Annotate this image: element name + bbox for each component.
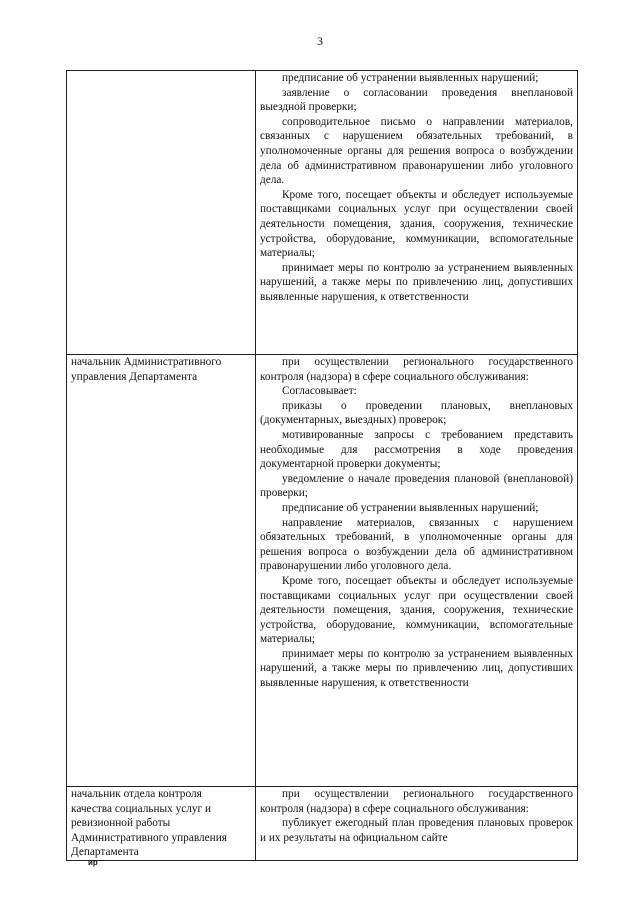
table-row	[67, 71, 578, 355]
duties-cell	[256, 787, 578, 861]
role-cell	[67, 71, 256, 355]
duty-paragraph: при осуществлении регионального государственного контроля (надзора) в сфере социального обслуживания:	[260, 788, 573, 815]
role-title-line: ревизионной работы	[71, 817, 171, 830]
role-title-line: начальник отдела контроля	[71, 788, 202, 800]
responsibilities-table	[66, 70, 578, 861]
footer-mark: ир	[88, 858, 98, 867]
role-title-line: управления Департамента	[71, 370, 198, 383]
duty-paragraph: при осуществлении регионального государственного контроля (надзора) в сфере социального обслуживания:	[260, 356, 573, 383]
role-cell	[67, 355, 256, 787]
duty-paragraph: принимает меры по контролю за устранением выявленных нарушений, а также меры по привлечению лиц, допустивших выявленные нарушения, к ответственности	[260, 647, 573, 690]
duty-paragraph: приказы о проведении плановых, внеплановых (документарных, выездных) проверок;	[260, 399, 573, 427]
duty-paragraph: предписание об устранении выявленных нарушений;	[282, 501, 539, 514]
duty-paragraph: публикует ежегодный план проведения плановых проверок и их результаты на официальном сайте	[260, 817, 573, 844]
table-row	[67, 787, 578, 861]
duty-paragraph: сопроводительное письмо о направлении материалов, связанных с нарушением обязательных требований, в уполномоченные органы для решения вопроса о возбуждении дела об административном правонарушении либо уголовного дела.	[260, 115, 573, 187]
duties-cell	[256, 71, 578, 355]
role-title-line: начальник Административного	[71, 356, 222, 368]
duty-paragraph: мотивированные запросы с требованием представить необходимые для рассмотрения в ходе проведения документарной проверки документы;	[260, 428, 573, 471]
duty-paragraph: Кроме того, посещает объекты и обследует используемые поставщиками социальных услуг при осуществлении своей деятельности помещения, здания, сооружения, технические устройства, оборудование, коммуникации, вспомогательные материалы;	[260, 574, 573, 646]
role-cell	[67, 787, 256, 861]
role-title-line: Департамента	[71, 846, 139, 859]
duty-paragraph: направление материалов, связанных с нарушением обязательных требований, в уполномоченные органы для решения вопроса о возбуждении дела об административном правонарушении либо уголовного дела.	[260, 516, 573, 573]
duty-paragraph: Согласовывает:	[282, 385, 357, 398]
duties-cell	[256, 355, 578, 787]
table-row	[67, 355, 578, 787]
role-title-line: качества социальных услуг и	[71, 802, 212, 815]
page-number: 3	[317, 34, 323, 48]
duty-paragraph: уведомление о начале проведения плановой (внеплановой) проверки;	[260, 472, 573, 500]
duty-paragraph: заявление о согласовании проведения внеплановой выездной проверки;	[260, 86, 573, 114]
duty-paragraph: предписание об устранении выявленных нарушений;	[282, 72, 539, 84]
duty-paragraph: Кроме того, посещает объекты и обследует используемые поставщиками социальных услуг при осуществлении своей деятельности помещения, здания, сооружения, технические устройства, оборудование, коммуникации, вспомогательные материалы;	[260, 188, 573, 260]
role-title-line: Административного управления	[71, 831, 227, 844]
duty-paragraph: принимает меры по контролю за устранением выявленных нарушений, а также меры по привлечению лиц, допустивших выявленные нарушения, к ответственности	[260, 261, 573, 303]
